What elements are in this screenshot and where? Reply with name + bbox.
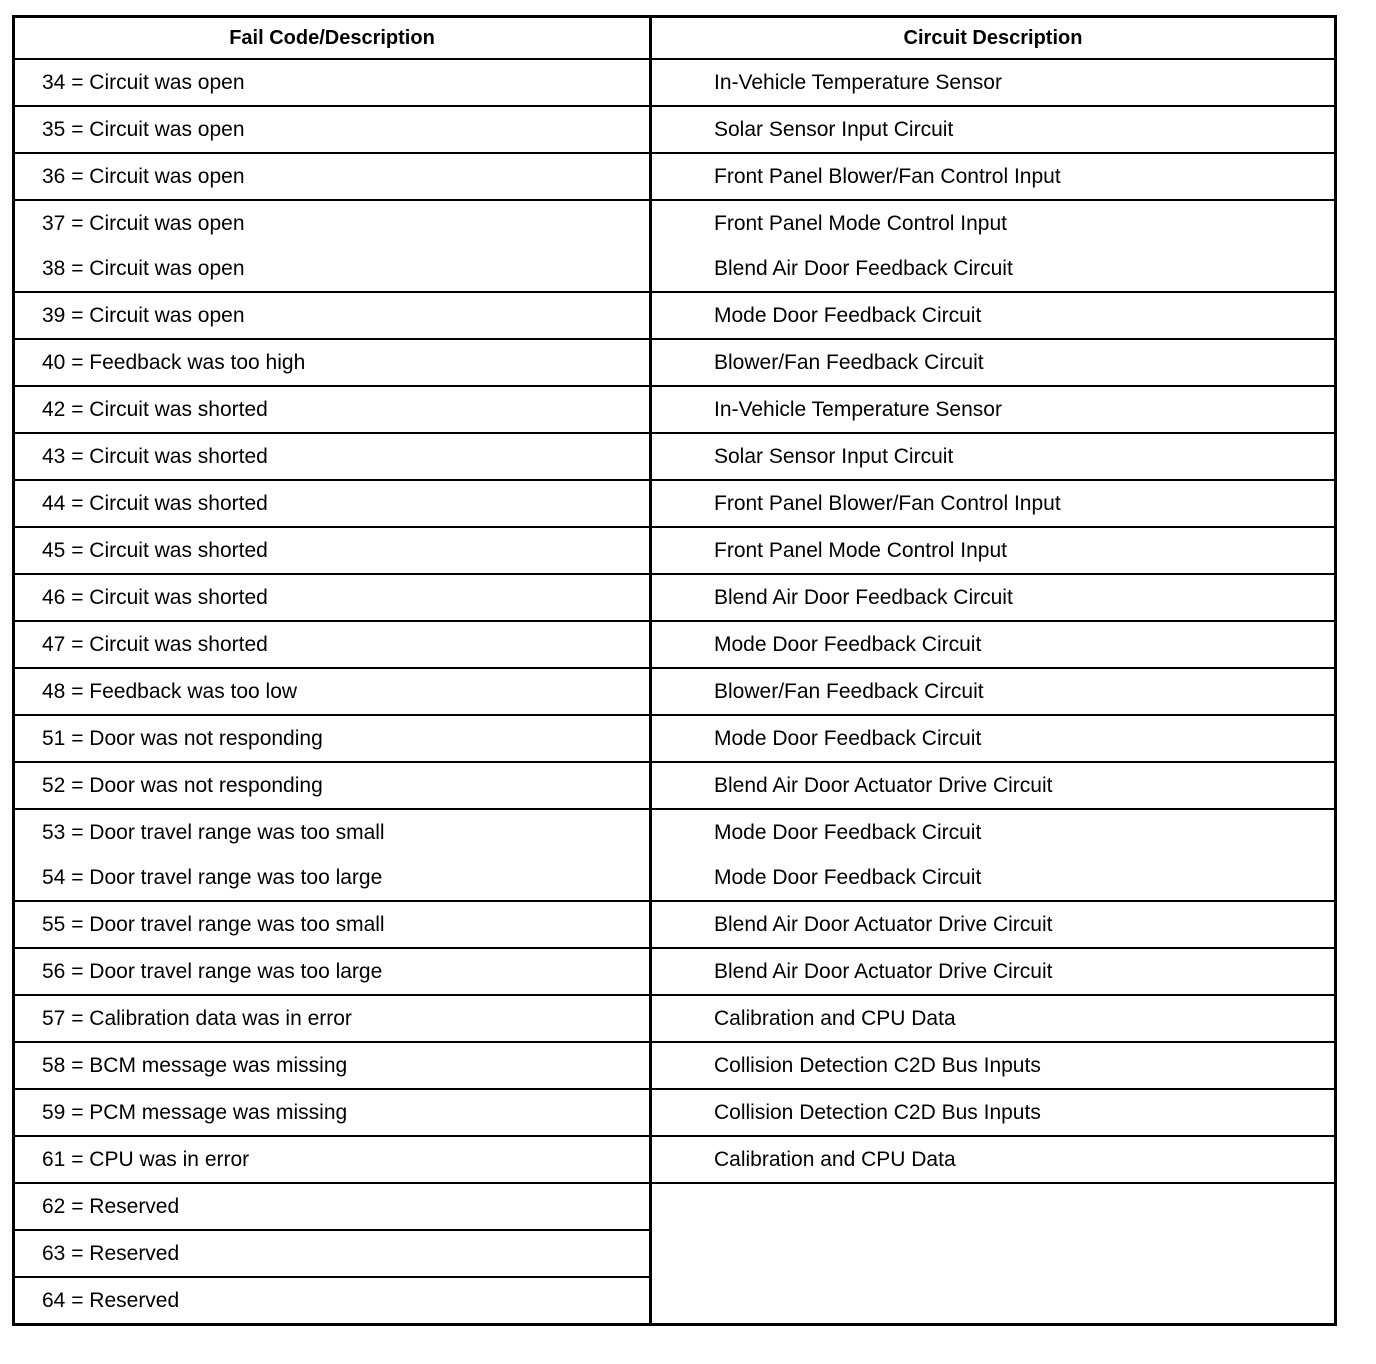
circuit-cell: Mode Door Feedback Circuit xyxy=(651,292,1336,339)
circuit-cell: Front Panel Blower/Fan Control Input xyxy=(651,480,1336,527)
fail-code-cell: 51 = Door was not responding xyxy=(14,715,651,762)
fail-code-table xyxy=(12,15,1337,1326)
table-row xyxy=(14,809,1336,855)
fail-code-cell: 35 = Circuit was open xyxy=(14,106,651,153)
circuit-cell: Blend Air Door Feedback Circuit xyxy=(714,256,1013,280)
circuit-cell: Calibration and CPU Data xyxy=(651,1136,1336,1183)
fail-code-cell: 42 = Circuit was shorted xyxy=(14,386,651,433)
table-row xyxy=(14,668,1336,715)
fail-code-cell: 55 = Door travel range was too small xyxy=(14,901,651,948)
circuit-cell: Mode Door Feedback Circuit xyxy=(651,621,1336,668)
circuit-cell: In-Vehicle Temperature Sensor xyxy=(651,386,1336,433)
circuit-cell: Mode Door Feedback Circuit xyxy=(651,809,1336,855)
table-row xyxy=(14,246,1336,292)
table-row xyxy=(14,339,1336,386)
circuit-cell: Blend Air Door Actuator Drive Circuit xyxy=(651,762,1336,809)
table-row xyxy=(14,1183,1336,1230)
table-row xyxy=(14,1136,1336,1183)
fail-code-cell: 39 = Circuit was open xyxy=(14,292,651,339)
fail-code-cell: 38 = Circuit was open xyxy=(14,246,651,292)
table-row xyxy=(14,715,1336,762)
circuit-cell: Front Panel Mode Control Input xyxy=(651,200,1336,246)
fail-code-cell: 63 = Reserved xyxy=(14,1230,651,1277)
circuit-cell: Blower/Fan Feedback Circuit xyxy=(651,668,1336,715)
table-row xyxy=(14,762,1336,809)
fail-code-cell: 43 = Circuit was shorted xyxy=(14,433,651,480)
fail-code-cell: 54 = Door travel range was too large xyxy=(14,855,651,901)
table-row xyxy=(14,1042,1336,1089)
table-row xyxy=(14,1277,1336,1325)
table-row xyxy=(14,59,1336,106)
fail-code-cell: 37 = Circuit was open xyxy=(14,200,651,246)
circuit-cell: In-Vehicle Temperature Sensor xyxy=(714,70,1002,94)
table-row xyxy=(14,948,1336,995)
circuit-cell: Front Panel Blower/Fan Control Input xyxy=(651,153,1336,200)
circuit-cell: Blower/Fan Feedback Circuit xyxy=(651,339,1336,386)
table-row xyxy=(14,1230,1336,1277)
circuit-cell: Solar Sensor Input Circuit xyxy=(651,433,1336,480)
circuit-description-header: Circuit Description xyxy=(651,17,1336,60)
fail-code-cell: 57 = Calibration data was in error xyxy=(14,995,651,1042)
fail-code-header: Fail Code/Description xyxy=(14,17,651,60)
header-row xyxy=(14,17,1336,60)
fail-code-cell: 45 = Circuit was shorted xyxy=(14,527,651,574)
table-row xyxy=(14,106,1336,153)
circuit-cell: Collision Detection C2D Bus Inputs xyxy=(651,1042,1336,1089)
fail-code-cell: 61 = CPU was in error xyxy=(14,1136,651,1183)
circuit-cell: Mode Door Feedback Circuit xyxy=(651,715,1336,762)
fail-code-cell: 36 = Circuit was open xyxy=(14,153,651,200)
table-row xyxy=(14,153,1336,200)
fail-code-cell: 59 = PCM message was missing xyxy=(14,1089,651,1136)
circuit-cell: Solar Sensor Input Circuit xyxy=(651,106,1336,153)
fail-code-cell: 58 = BCM message was missing xyxy=(14,1042,651,1089)
circuit-cell: Calibration and CPU Data xyxy=(651,995,1336,1042)
table-row xyxy=(14,855,1336,901)
circuit-cell: Blend Air Door Actuator Drive Circuit xyxy=(651,948,1336,995)
table-row xyxy=(14,995,1336,1042)
circuit-cell: Front Panel Mode Control Input xyxy=(651,527,1336,574)
circuit-cell: Blend Air Door Actuator Drive Circuit xyxy=(651,901,1336,948)
fail-code-cell: 53 = Door travel range was too small xyxy=(14,809,651,855)
circuit-cell: Mode Door Feedback Circuit xyxy=(714,865,982,889)
table-row xyxy=(14,574,1336,621)
fail-code-cell: 40 = Feedback was too high xyxy=(14,339,651,386)
fail-code-cell: 64 = Reserved xyxy=(14,1277,651,1325)
circuit-cell: Collision Detection C2D Bus Inputs xyxy=(651,1089,1336,1136)
circuit-cell xyxy=(651,1183,1336,1230)
circuit-cell: Blend Air Door Feedback Circuit xyxy=(651,574,1336,621)
fail-code-cell: 52 = Door was not responding xyxy=(14,762,651,809)
table-row xyxy=(14,200,1336,246)
table-row xyxy=(14,433,1336,480)
fail-code-cell: 47 = Circuit was shorted xyxy=(14,621,651,668)
table-row xyxy=(14,1089,1336,1136)
fail-code-cell: 44 = Circuit was shorted xyxy=(14,480,651,527)
fail-code-cell: 34 = Circuit was open xyxy=(14,59,651,106)
circuit-cell xyxy=(651,1277,1336,1325)
circuit-cell xyxy=(651,1230,1336,1277)
table-row xyxy=(14,480,1336,527)
fail-code-cell: 46 = Circuit was shorted xyxy=(14,574,651,621)
fail-code-cell: 56 = Door travel range was too large xyxy=(14,948,651,995)
fail-code-cell: 62 = Reserved xyxy=(14,1183,651,1230)
fail-code-cell: 48 = Feedback was too low xyxy=(14,668,651,715)
table-row xyxy=(14,527,1336,574)
table-row xyxy=(14,621,1336,668)
table-row xyxy=(14,386,1336,433)
table-row xyxy=(14,292,1336,339)
table-row xyxy=(14,901,1336,948)
